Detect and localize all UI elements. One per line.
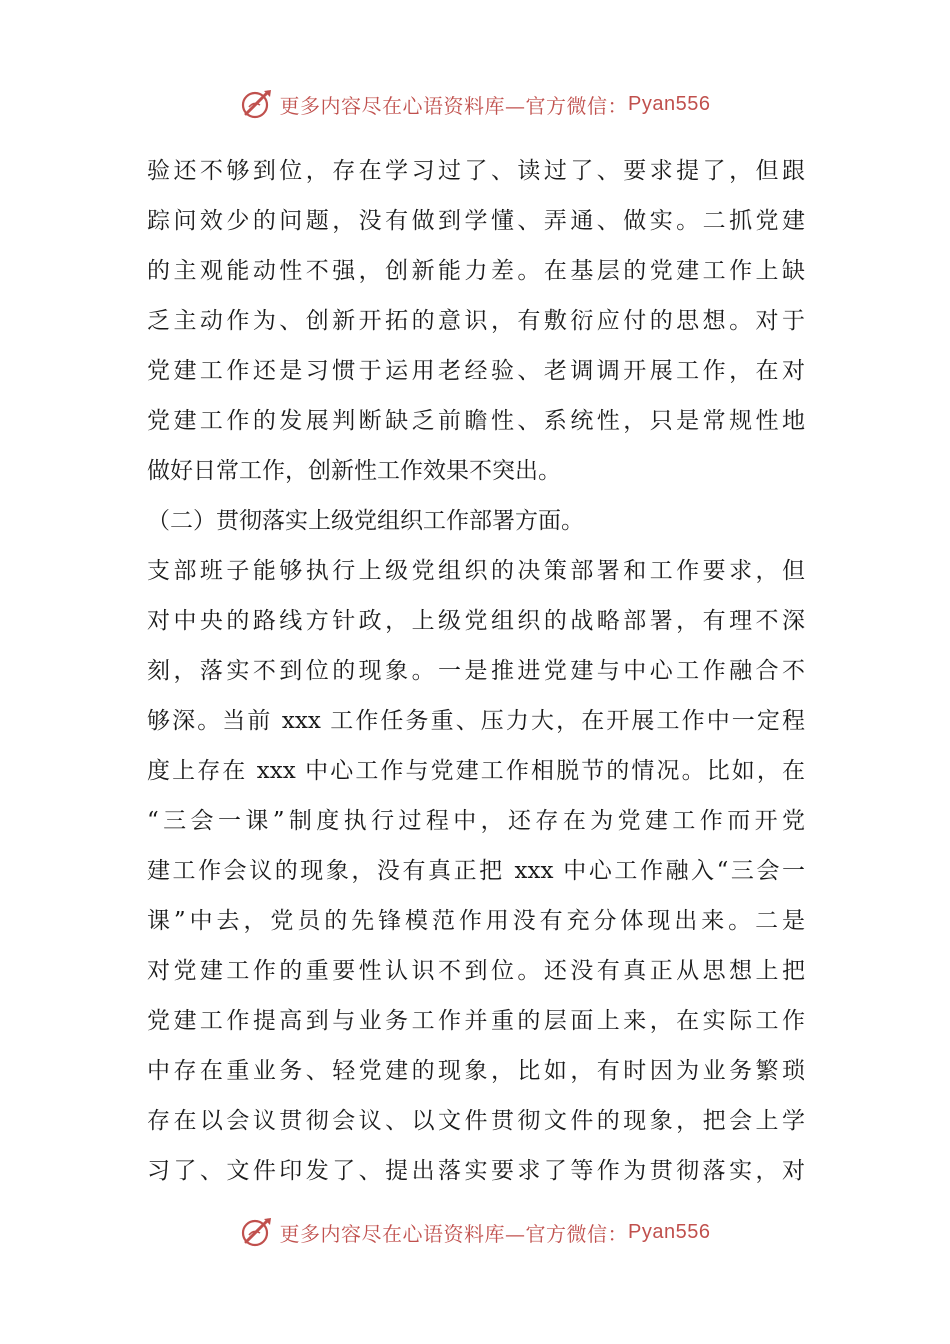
banner-text: 更多内容尽在心语资料库—官方微信： <box>279 1221 629 1246</box>
section-heading: （二）贯彻落实上级党组织工作部署方面。 <box>147 508 584 534</box>
text-line: 度上存在 xxx 中心工作与党建工作相脱节的情况。比如，在 <box>147 758 805 784</box>
banner-handle: Pyan556 <box>628 92 711 115</box>
text-line: 乏主动作为、创新开拓的意识，有敷衍应付的思想。对于 <box>147 308 805 334</box>
banner-handle: Pyan556 <box>628 1220 711 1243</box>
footer-banner <box>0 1212 950 1252</box>
text-line: 党建工作提高到与业务工作并重的层面上来，在实际工作 <box>147 1008 805 1034</box>
text-line: 踪问效少的问题，没有做到学懂、弄通、做实。二抓党建 <box>147 208 805 234</box>
text-line: 刻，落实不到位的现象。一是推进党建与中心工作融合不 <box>147 658 805 684</box>
text-line: 的主观能动性不强，创新能力差。在基层的党建工作上缺 <box>147 258 805 284</box>
document-body <box>147 146 805 1196</box>
text-line: 建工作会议的现象，没有真正把 xxx 中心工作融入“三会一 <box>147 858 805 884</box>
banner-text: 更多内容尽在心语资料库—官方微信： <box>279 93 629 118</box>
text-line: 对中央的路线方针政，上级党组织的战略部署，有理不深 <box>147 608 805 634</box>
text-line: 存在以会议贯彻会议、以文件贯彻文件的现象，把会上学 <box>147 1108 805 1134</box>
text-line: 中存在重业务、轻党建的现象，比如，有时因为业务繁琐 <box>147 1058 805 1084</box>
text-line: 习了、文件印发了、提出落实要求了等作为贯彻落实，对 <box>147 1158 805 1184</box>
pen-logo-icon <box>240 87 274 121</box>
header-banner <box>0 84 950 124</box>
text-line: 对党建工作的重要性认识不到位。还没有真正从思想上把 <box>147 958 805 984</box>
text-line: 验还不够到位，存在学习过了、读过了、要求提了，但跟 <box>147 158 805 184</box>
text-line: 做好日常工作，创新性工作效果不突出。 <box>147 458 561 484</box>
text-line: 支部班子能够执行上级党组织的决策部署和工作要求，但 <box>147 558 805 584</box>
text-line: 课”中去，党员的先锋模范作用没有充分体现出来。二是 <box>147 908 805 934</box>
pen-logo-icon <box>240 1215 274 1249</box>
text-line: “三会一课”制度执行过程中，还存在为党建工作而开党 <box>147 808 805 834</box>
text-line: 够深。当前 xxx 工作任务重、压力大，在开展工作中一定程 <box>147 708 805 734</box>
text-line: 党建工作的发展判断缺乏前瞻性、系统性，只是常规性地 <box>147 408 805 434</box>
text-line: 党建工作还是习惯于运用老经验、老调调开展工作，在对 <box>147 358 805 384</box>
